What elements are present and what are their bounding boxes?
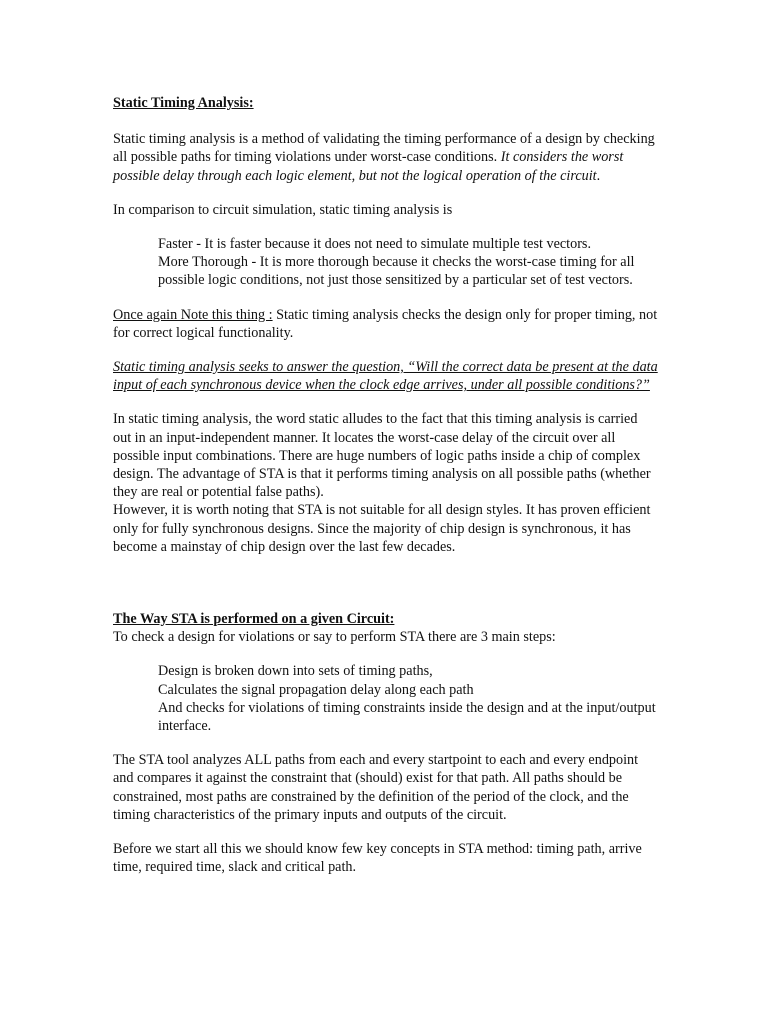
steps-intro: To check a design for violations or say to perform STA there are 3 main steps: (113, 629, 556, 646)
intro-italic-text: It considers the worst possible delay through each logic element, but not the logical operation of the circuit (113, 149, 624, 184)
note-label: Once again Note this thing : (113, 306, 273, 323)
intro-plain-text: Static timing analysis is a method of validating the timing performance of a design by checking all possible paths for timing violations under worst-case conditions. (113, 131, 655, 166)
intro-end-text: . (596, 167, 601, 184)
section-heading-sta-performed: The Way STA is performed on a given Circuit: (113, 611, 395, 628)
sta-tool-paragraph: The STA tool analyzes ALL paths from each and every startpoint to each and every endpoint and compares it against the constraint that (should) exist for that path. All paths should be constrained, most paths are constrained by the definition of the period of the clock, and the timing characteristics of the primary inputs and outputs of the circuit. (113, 752, 639, 823)
limitations-paragraph: However, it is worth noting that STA is not suitable for all design styles. It has proven efficient only for fully synchronous designs. Since the majority of chip design is synchronous, it has become a mainstay of chip design over the last few decades. (113, 502, 651, 555)
intro-paragraph (113, 130, 658, 185)
question-paragraph: Static timing analysis seeks to answer the question, “Will the correct data be present at the data input of each synchronous device when the clock edge arrives, under all possible conditions?” (113, 359, 658, 394)
document-page (113, 94, 658, 877)
list-item-more-thorough: More Thorough - It is more thorough because it checks the worst-case timing for all possible logic conditions, not just those sensitized by a particular set of test vectors. (158, 254, 635, 289)
section-heading-static-timing-analysis: Static Timing Analysis: (113, 95, 254, 111)
static-explanation-paragraph: In static timing analysis, the word static alludes to the fact that this timing analysis is carried out in an input-independent manner. It locates the worst-case delay of the circuit over all possible input combinations. There are huge numbers of logic paths inside a chip of complex design. The advantage of STA is that it performs timing analysis on all possible paths (whether they are real or potential false paths). (113, 411, 651, 501)
steps-list (113, 662, 658, 735)
comparison-sentence: In comparison to circuit simulation, static timing analysis is (113, 201, 453, 218)
step-item: Design is broken down into sets of timing paths, (158, 663, 433, 680)
step-item: Calculates the signal propagation delay along each path (158, 681, 474, 698)
list-item-faster: Faster - It is faster because it does not need to simulate multiple test vectors. (158, 236, 591, 253)
key-concepts-paragraph: Before we start all this we should know few key concepts in STA method: timing path, arrive time, required time, slack and critical path. (113, 841, 642, 876)
note-text: Static timing analysis checks the design only for proper timing, not for correct logical functionality. (113, 306, 658, 341)
comparison-list (113, 235, 658, 290)
step-item: And checks for violations of timing constraints inside the design and at the input/output interface. (158, 699, 656, 735)
note-paragraph (113, 306, 658, 342)
